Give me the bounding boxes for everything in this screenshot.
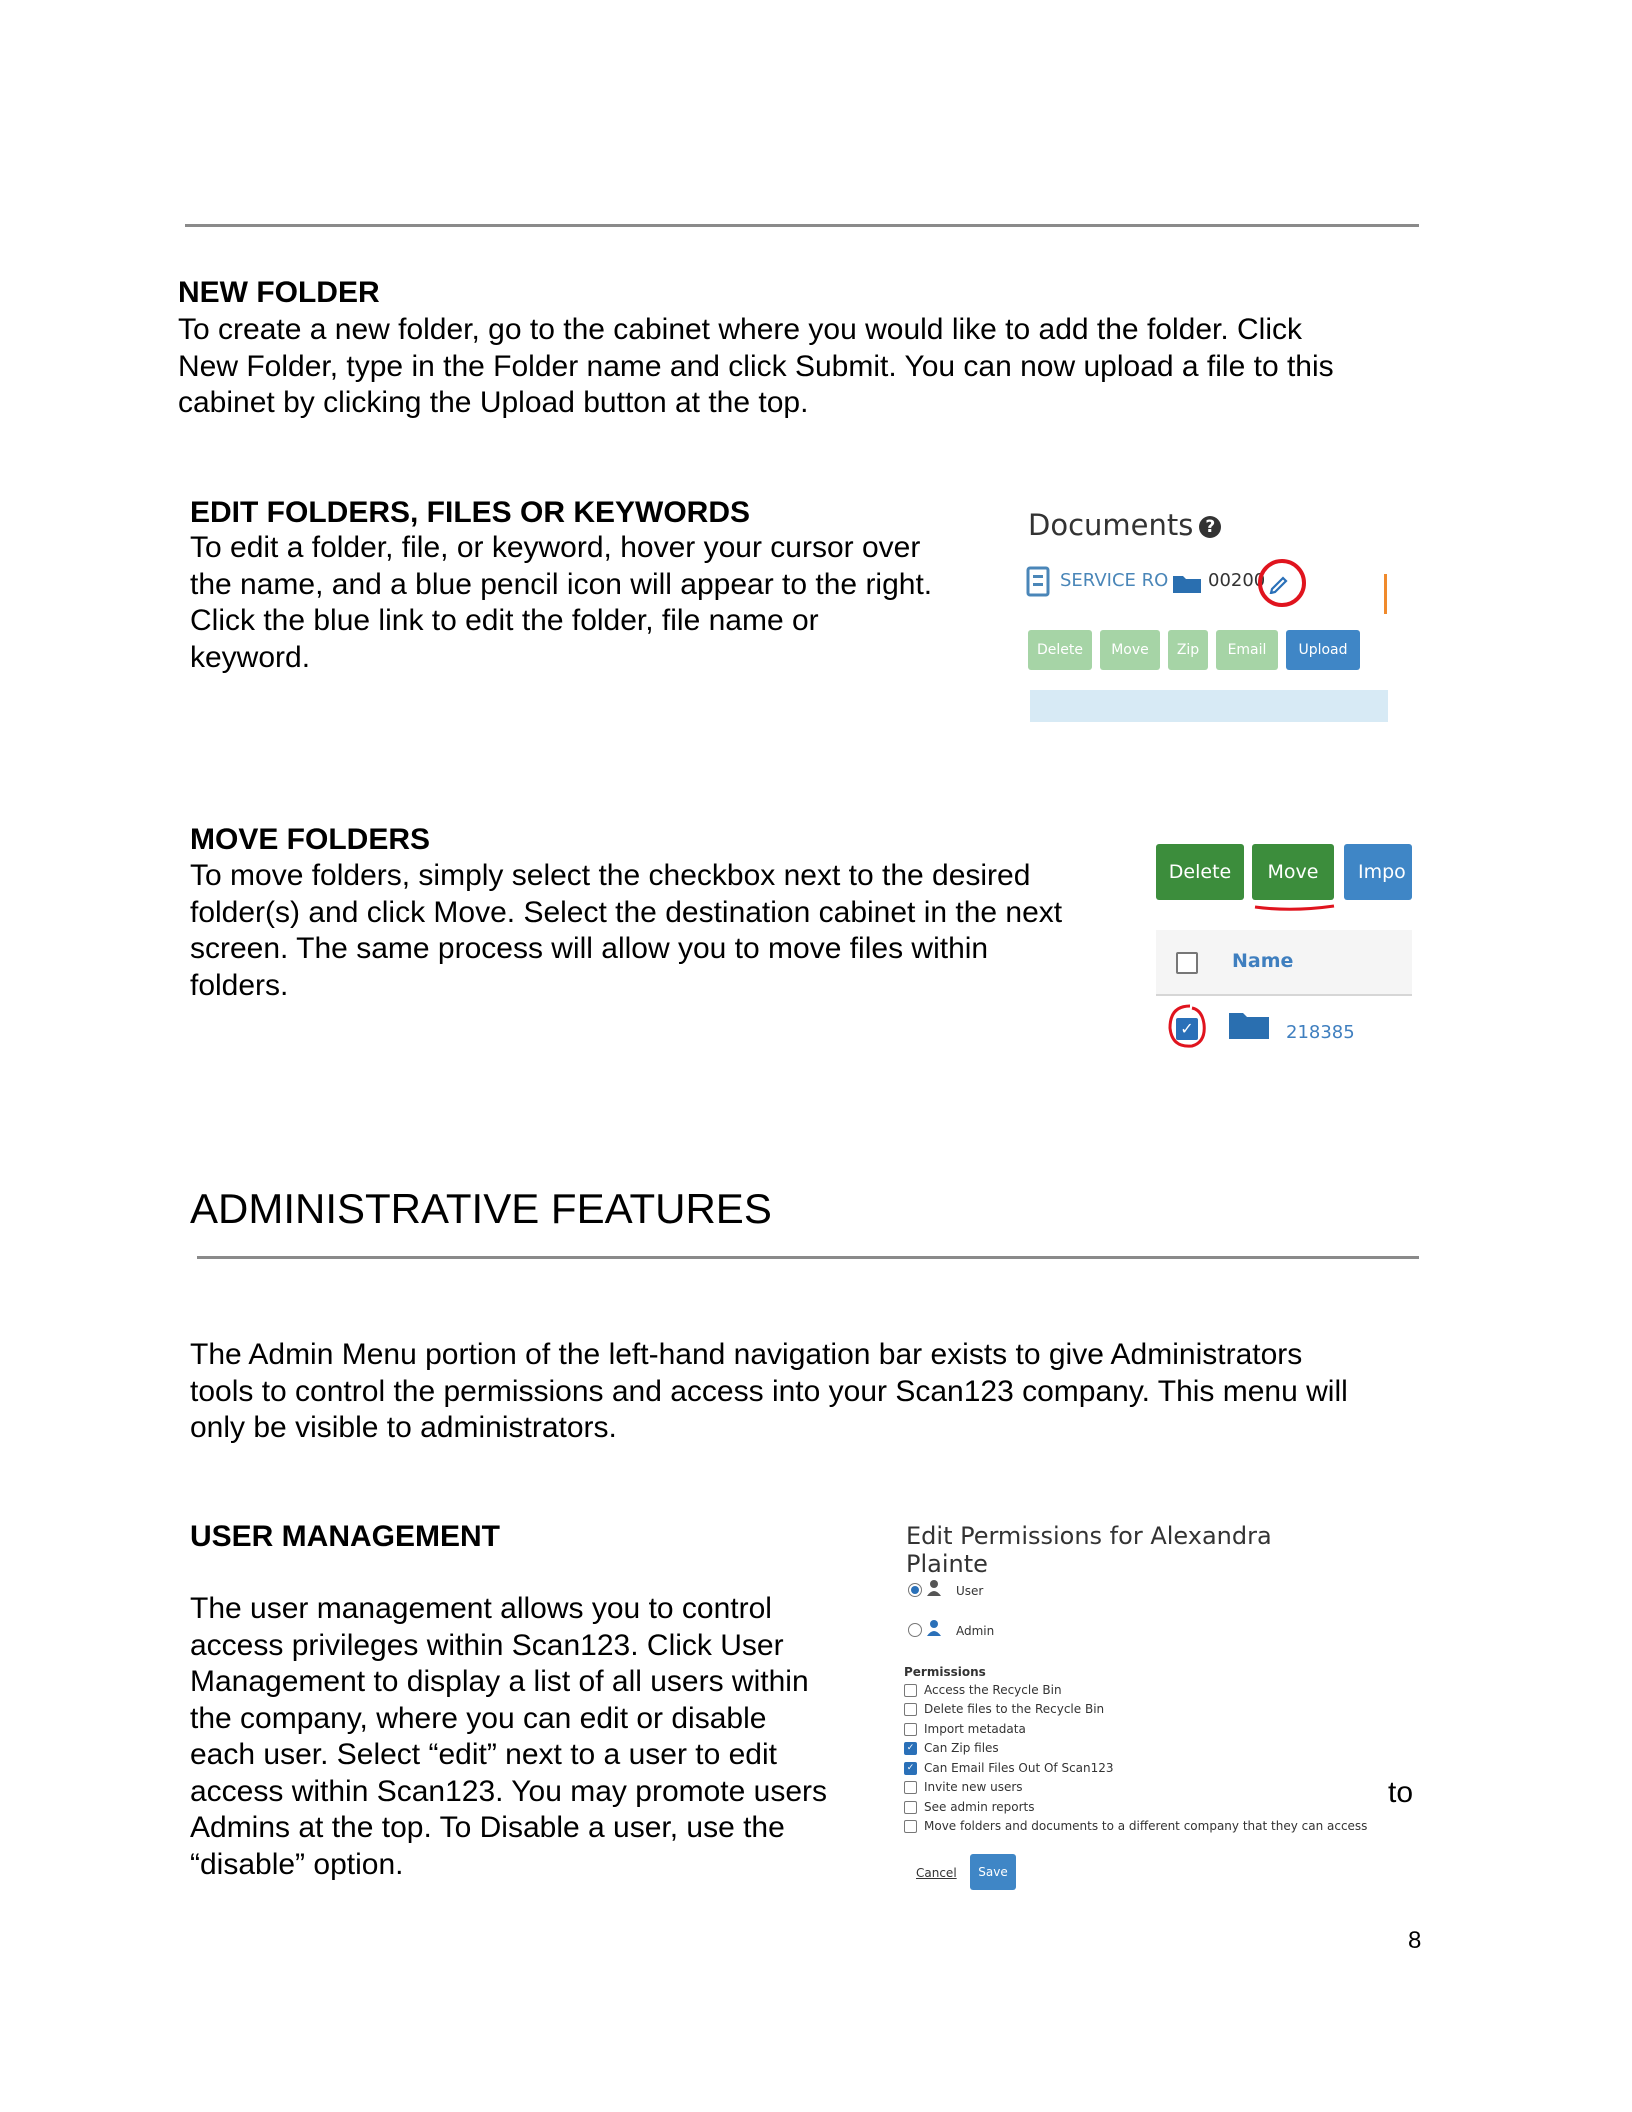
perm-checkbox[interactable] [904, 1801, 917, 1814]
perm-checkbox[interactable] [904, 1723, 917, 1736]
documents-title [1028, 508, 1221, 542]
text-line: To create a new folder, go to the cabinet where you would like to add the folder. Click [178, 313, 1303, 346]
zip-button[interactable]: Zip [1168, 630, 1208, 670]
text-line: keyword. [190, 640, 311, 674]
text-line: access privileges within Scan123. Click User [190, 1628, 784, 1662]
breadcrumb-cabinet[interactable]: SERVICE RO [1060, 570, 1169, 591]
permissions-label: Permissions [904, 1665, 986, 1679]
perm-label: Import metadata [924, 1722, 1026, 1736]
user-icon [926, 1579, 942, 1597]
text-line: each user. Select “edit” next to a user to edit [190, 1738, 777, 1771]
text-line: “disable” option. [190, 1847, 404, 1881]
breadcrumb-folder[interactable]: 00200 [1208, 570, 1266, 591]
text-line: The Admin Menu portion of the left-hand navigation bar exists to give Administrators [190, 1338, 1303, 1371]
admin-divider [197, 1256, 1419, 1259]
annotation-underline [1252, 900, 1338, 914]
text-line: The user management allows you to control [190, 1592, 772, 1625]
annotation-circle [1256, 556, 1308, 610]
perm-checkbox[interactable]: ✓ [904, 1742, 917, 1755]
perm-label: See admin reports [924, 1800, 1035, 1814]
edit-permissions-screenshot [900, 1522, 1368, 1902]
text-line: screen. The same process will allow you to move files within [190, 932, 989, 965]
text-line: tools to control the permissions and access into your Scan123 company. This menu will [190, 1374, 1348, 1408]
text-line: the company, where you can edit or disable [190, 1701, 767, 1735]
move-section-heading: MOVE FOLDERS [190, 823, 431, 856]
folder-icon [1172, 572, 1202, 594]
save-button[interactable]: Save [970, 1854, 1016, 1890]
folder-icon [1228, 1008, 1270, 1040]
perm-checkbox[interactable] [904, 1781, 917, 1794]
page-number: 8 [1408, 1927, 1422, 1954]
documents-screenshot [1024, 500, 1394, 722]
edit-section-body [190, 530, 1010, 676]
move-button[interactable]: Move [1252, 844, 1334, 900]
admin-role-label: Admin [956, 1624, 995, 1638]
perm-checkbox[interactable] [904, 1820, 917, 1833]
perm-label: Move folders and documents to a different company that they can access [924, 1819, 1368, 1833]
user-role-label: User [956, 1584, 984, 1598]
perm-label: Can Zip files [924, 1741, 999, 1755]
perm-label: Delete files to the Recycle Bin [924, 1702, 1105, 1716]
dialog-title: Edit Permissions for Alexandra Plainte [906, 1522, 1272, 1578]
perm-label: Access the Recycle Bin [924, 1683, 1062, 1697]
text-line: To move folders, simply select the checkbox next to the desired [190, 859, 1031, 892]
delete-button[interactable]: Delete [1156, 844, 1244, 900]
move-button[interactable]: Move [1100, 630, 1160, 670]
row-checkbox[interactable]: ✓ [1176, 1018, 1198, 1040]
user-role-radio[interactable] [908, 1583, 922, 1597]
perm-checkbox[interactable]: ✓ [904, 1762, 917, 1775]
admin-icon [926, 1619, 942, 1637]
documents-title-text: Documents [1028, 508, 1194, 542]
select-all-checkbox[interactable] [1176, 952, 1198, 974]
admin-role-radio[interactable] [908, 1623, 922, 1637]
table-row [1156, 996, 1412, 1064]
email-button[interactable]: Email [1216, 630, 1278, 670]
delete-button[interactable]: Delete [1028, 630, 1092, 670]
move-section-body [190, 858, 1120, 1004]
text-line: Management to display a list of all users within [190, 1665, 809, 1698]
trailing-word: to [1388, 1776, 1414, 1809]
perm-checkbox[interactable] [904, 1684, 917, 1697]
perm-label: Can Email Files Out Of Scan123 [924, 1761, 1114, 1775]
annotation-circle [1162, 1000, 1212, 1052]
cabinet-icon [1026, 566, 1052, 598]
admin-heading: ADMINISTRATIVE FEATURES [190, 1185, 772, 1232]
text-line: folders. [190, 968, 289, 1002]
new-folder-heading: NEW FOLDER [178, 276, 380, 309]
text-line: access within Scan123. You may promote users [190, 1774, 828, 1808]
text-line: New Folder, type in the Folder name and click Submit. You can now upload a file to this [178, 349, 1334, 383]
edit-section-heading: EDIT FOLDERS, FILES OR KEYWORDS [190, 496, 751, 529]
move-screenshot [1156, 840, 1412, 1080]
text-line: folder(s) and click Move. Select the destination cabinet in the next [190, 895, 1063, 929]
perm-label: Invite new users [924, 1780, 1023, 1794]
help-icon[interactable]: ? [1199, 516, 1221, 538]
text-line: only be visible to administrators. [190, 1411, 617, 1444]
user-mgmt-heading: USER MANAGEMENT [190, 1520, 501, 1553]
text-line: Admins at the top. To Disable a user, use the [190, 1811, 785, 1844]
new-folder-body [178, 312, 1438, 422]
text-line: Click the blue link to edit the folder, file name or [190, 604, 819, 637]
upload-button[interactable]: Upload [1286, 630, 1360, 670]
perm-checkbox[interactable] [904, 1703, 917, 1716]
admin-body [190, 1337, 1450, 1447]
text-line: cabinet by clicking the Upload button at the top. [178, 386, 809, 419]
text-line: the name, and a blue pencil icon will appear to the right. [190, 567, 933, 601]
table-header [1156, 930, 1412, 996]
folder-link[interactable]: 218385 [1286, 1022, 1355, 1043]
user-mgmt-body [190, 1591, 890, 1883]
top-divider [185, 224, 1419, 227]
name-column-header[interactable]: Name [1232, 950, 1294, 972]
table-header-bar [1030, 690, 1388, 722]
import-button[interactable]: Impo [1344, 844, 1412, 900]
cancel-link[interactable]: Cancel [916, 1866, 957, 1880]
orange-marker [1384, 574, 1387, 614]
text-line: To edit a folder, file, or keyword, hover your cursor over [190, 531, 921, 564]
